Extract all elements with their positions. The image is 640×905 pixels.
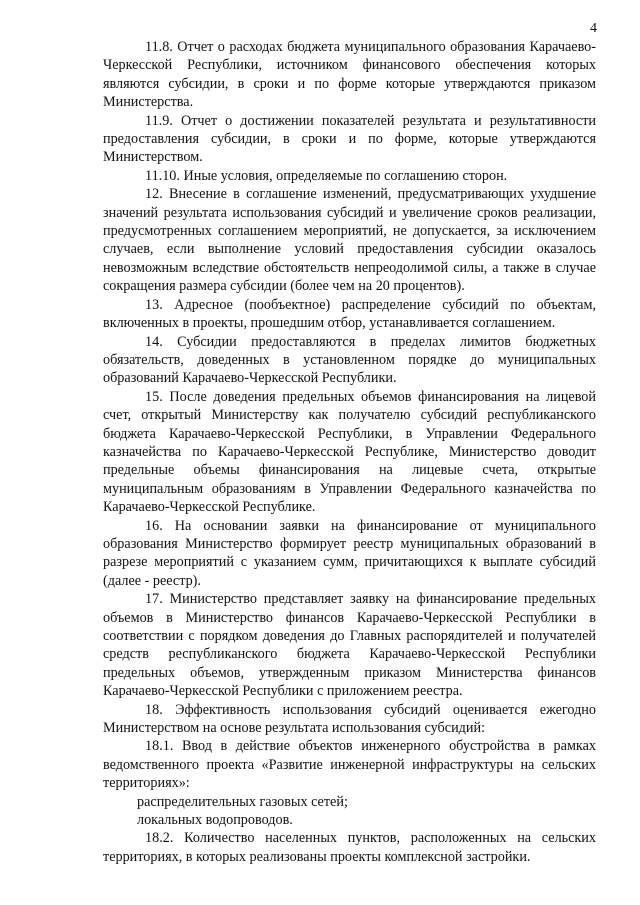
paragraph-11-10: 11.10. Иные условия, определяемые по соглашению сторон. (145, 167, 508, 184)
paragraph-17: 17. Министерство представляет заявку на финансирование предельных объемов в Министерство финансов Карачаево-Черкесской Республики в соответствии с порядком доведения до Главных распорядителей и получателей средств республиканского бюджета Карачаево-Черкесской Республики предельных объемов, утвержденным приказом Министерства финансов Карачаево-Черкесской Республики с приложением реестра. (103, 591, 596, 700)
paragraph-18-1: 18.1. Ввод в действие объектов инженерного обустройства в рамках ведомственного проекта «Развитие инженерной инфраструктуры на сельских территориях»: (103, 738, 596, 792)
paragraph-14: 14. Субсидии предоставляются в пределах лимитов бюджетных обязательств, доведенных в установленном порядке до муниципальных образований Карачаево-Черкесской Республики. (103, 333, 596, 387)
paragraph-15: 15. После доведения предельных объемов финансирования на лицевой счет, открытый Министерству как получателю субсидий республиканского бюджета Карачаево-Черкесской Республики, в Управлении Федерального казначейства по Карачаево-Черкесской Республике, Министерство доводит предельные объемы финансирования на лицевые счета, открытые муниципальным образованиям в Управлении Федерального казначейства по Карачаево-Черкесской Республике. (103, 388, 596, 516)
paragraph-18: 18. Эффективность использования субсидий оценивается ежегодно Министерством на основе результата использования субсидий: (103, 701, 596, 737)
paragraph-12: 12. Внесение в соглашение изменений, предусматривающих ухудшение значений результата использования субсидий и увеличение сроков реализации, предусмотренных соглашением мероприятий, не допускается, за исключением случаев, если выполнение условий предоставления субсидии оказалось невозможным вследствие обстоятельств непреодолимой силы, а также в случае сокращения размера субсидии (более чем на 20 процентов). (103, 186, 596, 295)
paragraph-18-2: 18.2. Количество населенных пунктов, расположенных на сельских территориях, в которых реализованы проекты комплексной застройки. (103, 830, 596, 865)
paragraph-13: 13. Адресное (пообъектное) распределение субсидий по объектам, включенных в проекты, прошедшим отбор, устанавливается соглашением. (103, 296, 596, 332)
paragraph-11-9: 11.9. Отчет о достижении показателей результата и результативности предоставления субсидии, в сроки и по форме, которые утверждаются Министерством. (103, 112, 596, 166)
page-number: 4 (590, 21, 597, 36)
list-item-water-pipelines: локальных водопроводов. (137, 812, 293, 829)
paragraph-16: 16. На основании заявки на финансирование от муниципального образования Министерство формирует реестр муниципальных образований в разрезе мероприятий с указанием сумм, причитающихся к выплате субсидий (далее - реестр). (103, 517, 596, 589)
document-body (103, 38, 596, 866)
list-item-gas-networks: распределительных газовых сетей; (137, 793, 348, 810)
paragraph-11-8: 11.8. Отчет о расходах бюджета муниципального образования Карачаево-Черкесской Республики, источником финансового обеспечения которых являются субсидии, в сроки и по форме которые утверждаются приказом Министерства. (103, 39, 596, 111)
